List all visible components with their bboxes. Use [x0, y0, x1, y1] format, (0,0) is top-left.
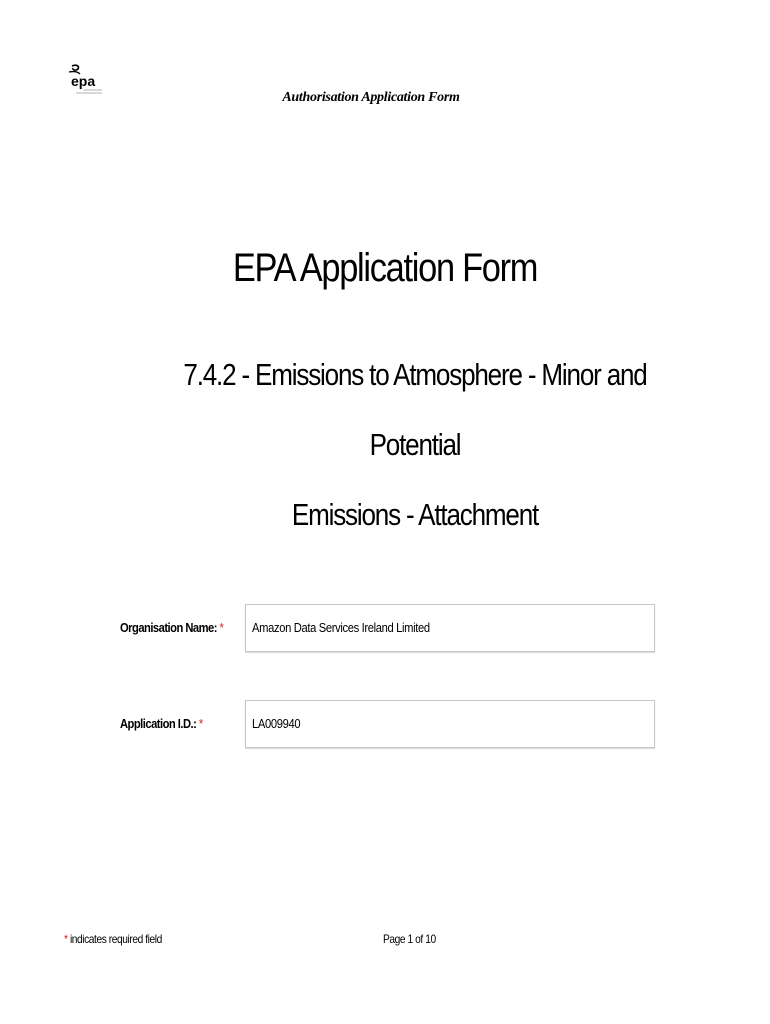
organisation-name-label	[120, 620, 223, 635]
application-id-value: LA009940	[252, 716, 301, 731]
required-field-note	[64, 932, 162, 946]
application-id-label-text: Application I.D.:	[120, 716, 197, 731]
required-marker: *	[219, 620, 224, 635]
application-id-label	[120, 716, 203, 731]
application-id-field[interactable]	[245, 700, 655, 748]
section-title-line-1: 7.4.2 - Emissions to Atmosphere - Minor and Potential	[183, 357, 647, 462]
required-marker: *	[64, 932, 68, 946]
organisation-name-value: Amazon Data Services Ireland Limited	[252, 620, 430, 635]
header-title-text: Authorisation Application Form	[282, 90, 460, 105]
organisation-name-label-text: Organisation Name:	[120, 620, 217, 635]
organisation-name-field[interactable]	[245, 604, 655, 652]
required-field-note-text: indicates required field	[67, 932, 162, 946]
section-title	[150, 340, 679, 550]
section-title-line-2: Emissions - Attachment	[291, 497, 539, 532]
logo-text: epa	[71, 73, 96, 89]
page-number: Page 1 of 10	[383, 932, 436, 946]
required-marker: *	[198, 716, 203, 731]
header-title	[0, 90, 770, 106]
page-title: EPA Application Form	[232, 246, 538, 290]
